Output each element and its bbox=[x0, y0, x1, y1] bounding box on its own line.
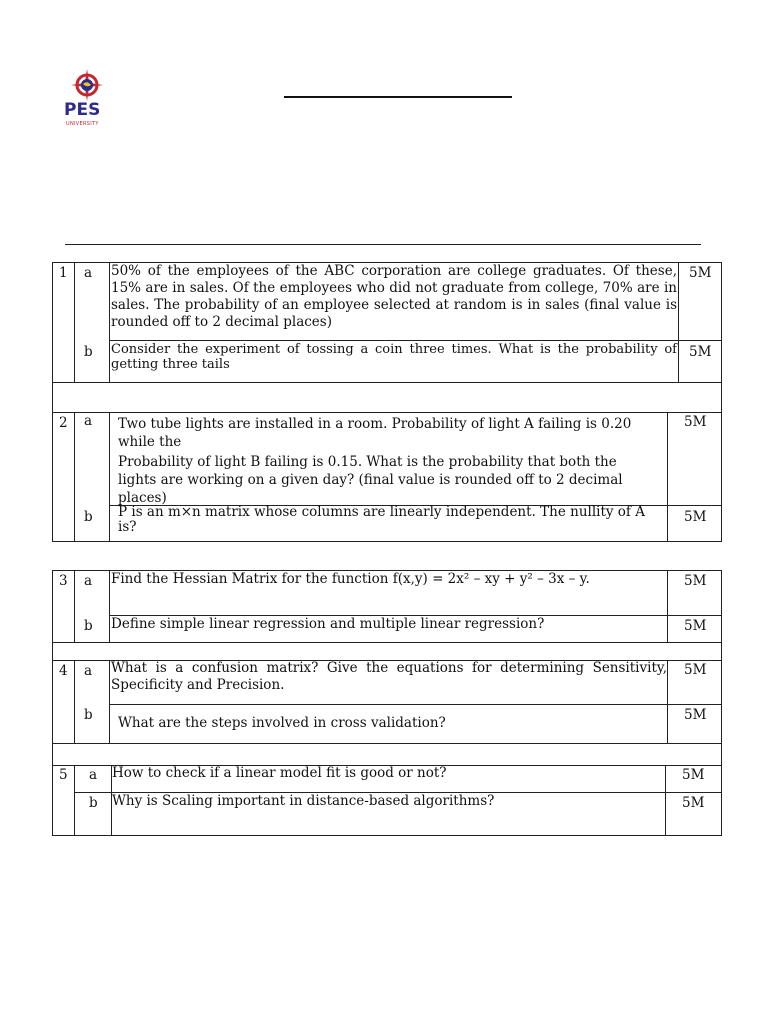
divider bbox=[667, 660, 668, 743]
question-text: How to check if a linear model fit is good or not? bbox=[112, 765, 447, 781]
marks: 5M bbox=[684, 414, 707, 430]
marks: 5M bbox=[684, 509, 707, 525]
divider bbox=[109, 704, 722, 705]
part-label: b bbox=[84, 707, 93, 723]
question-text: P is an m×n matrix whose columns are linearly independent. The nullity of A is? bbox=[118, 504, 645, 535]
divider bbox=[109, 660, 110, 743]
title-underline bbox=[284, 96, 512, 98]
question-text-line1: Two tube lights are installed in a room. Probability of light A failing is 0.20 while the bbox=[118, 416, 632, 450]
divider bbox=[109, 570, 110, 642]
marks: 5M bbox=[682, 795, 705, 811]
marks: 5M bbox=[684, 707, 707, 723]
divider bbox=[74, 570, 75, 642]
divider bbox=[109, 262, 110, 382]
question-text-line2: Probability of light B failing is 0.15. What is the probability that both the lights are working on a given day? (final value is rounded off to 2 decimal places) bbox=[118, 454, 623, 506]
part-label: a bbox=[84, 573, 93, 589]
question-number: 5 bbox=[59, 767, 68, 783]
divider bbox=[52, 642, 722, 643]
divider bbox=[109, 340, 722, 341]
part-label: a bbox=[89, 767, 98, 783]
divider bbox=[74, 660, 75, 743]
question-text: What is a confusion matrix? Give the equations for determining Sensitivity, Specificity and Precision. bbox=[111, 660, 667, 693]
marks: 5M bbox=[684, 662, 707, 678]
divider bbox=[52, 412, 722, 413]
divider bbox=[74, 765, 75, 836]
marks: 5M bbox=[684, 573, 707, 589]
divider bbox=[74, 262, 75, 382]
logo-subtitle: UNIVERSITY bbox=[66, 121, 99, 127]
part-label: b bbox=[84, 344, 93, 360]
part-label: b bbox=[84, 509, 93, 525]
divider bbox=[52, 743, 722, 744]
marks: 5M bbox=[684, 618, 707, 634]
divider bbox=[667, 412, 668, 542]
divider bbox=[665, 765, 666, 836]
marks: 5M bbox=[689, 344, 712, 360]
question-number: 1 bbox=[59, 265, 68, 281]
university-logo bbox=[62, 68, 112, 130]
question-text: Find the Hessian Matrix for the function f(x,y) = 2x² – xy + y² – 3x – y. bbox=[111, 571, 590, 587]
question-text: Consider the experiment of tossing a coin three times. What is the probability of getting three tails bbox=[111, 342, 677, 372]
question-text: Why is Scaling important in distance-based algorithms? bbox=[112, 793, 495, 809]
question-text: 50% of the employees of the ABC corporation are college graduates. Of these, 15% are in sales. Of the employees who did not graduate from college, 70% are in sales. The probability of an employee selected at random is in sales (final value is rounded off to 2 decimal places) bbox=[111, 263, 677, 330]
question-number: 3 bbox=[59, 573, 68, 589]
part-label: b bbox=[89, 795, 98, 811]
question-number: 4 bbox=[59, 663, 68, 679]
divider bbox=[678, 262, 679, 382]
part-label: a bbox=[84, 265, 93, 281]
part-label: b bbox=[84, 618, 93, 634]
divider bbox=[74, 412, 75, 542]
compass-emblem-icon bbox=[67, 68, 107, 102]
logo-title: PES bbox=[64, 100, 101, 120]
divider bbox=[109, 412, 110, 542]
question-text: What are the steps involved in cross validation? bbox=[118, 715, 446, 731]
header-separator bbox=[65, 244, 701, 245]
divider bbox=[52, 382, 722, 383]
divider bbox=[667, 570, 668, 642]
question-number: 2 bbox=[59, 415, 68, 431]
question-text: Define simple linear regression and multiple linear regression? bbox=[111, 616, 545, 632]
part-label: a bbox=[84, 413, 93, 429]
marks: 5M bbox=[689, 265, 712, 281]
part-label: a bbox=[84, 663, 93, 679]
marks: 5M bbox=[682, 767, 705, 783]
